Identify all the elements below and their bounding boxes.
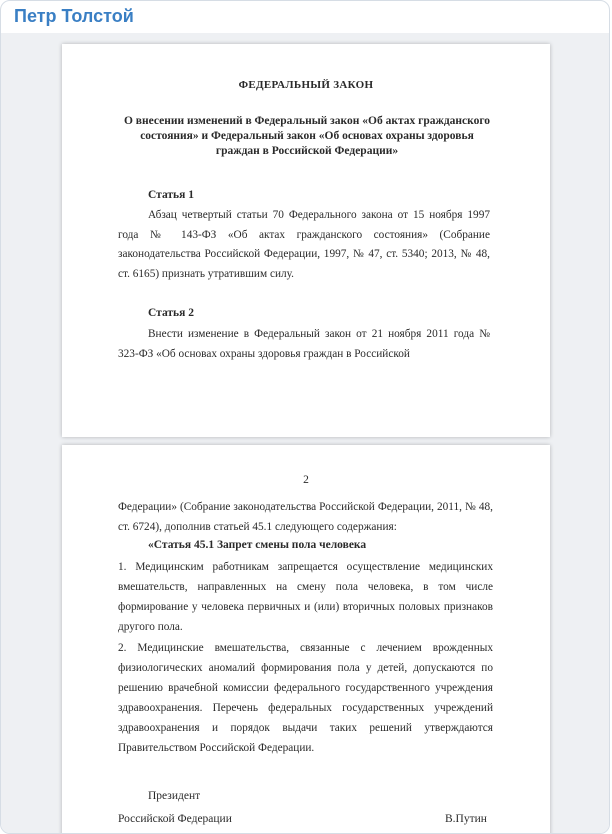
article-1-title: Статья 1 [148,189,194,201]
article-2-continuation: Федерации» (Собрание законодательства Российской Федерации, 2011, № 48, ст. 6724), дополнив статьей 45.1 следующего содержания: [118,501,493,533]
article-45-1-title: «Статья 45.1 Запрет смены пола человека [148,539,367,551]
document-page-2 [62,445,550,834]
article-2-text: Внести изменение в Федеральный закон от 21 ноября 2011 года № 323-ФЗ «Об основах охраны здоровья граждан в Российской [118,328,490,360]
signature-name: В.Путин [445,813,487,825]
article-45-1-item-1: 1. Медицинским работникам запрещается осуществление медицинских вмешательств, направленных на смену пола человека, в том числе формирование у человека первичных и (или) вторичных половых признаков другого пола. [118,561,493,633]
document-page-1 [62,44,550,437]
signature-org: Российской Федерации [118,813,232,825]
law-title: О внесении изменений в Федеральный закон «Об актах гражданского состояния» и Федеральный закон «Об основах охраны здоровья граждан в Российской Федерации» [123,115,491,157]
page-number: 2 [303,474,309,486]
signature-title: Президент [148,790,201,802]
article-45-1-item-2: 2. Медицинские вмешательства, связанные с лечением врожденных физиологических аномалий формирования пола у детей, допускаются по решению врачебной комиссии федерального государственного учреждения здравоохранения. Перечень федеральных государственных учреждений здравоохранения и порядок выдачи таких решений утверждаются Правительством Российской Федерации. [118,642,493,754]
article-2-title: Статья 2 [148,307,194,319]
sender-name[interactable]: Петр Толстой [14,6,134,26]
article-1-text: Абзац четвертый статьи 70 Федерального закона от 15 ноября 1997 года № 143-ФЗ «Об актах гражданского состояния» (Собрание законодательства Российской Федерации, 1997, № 47, ст. 5340; 2013, № 48, ст. 6165) признать утратившим силу. [118,209,490,280]
message-photo[interactable] [1,33,610,834]
law-heading: ФЕДЕРАЛЬНЫЙ ЗАКОН [238,79,374,91]
